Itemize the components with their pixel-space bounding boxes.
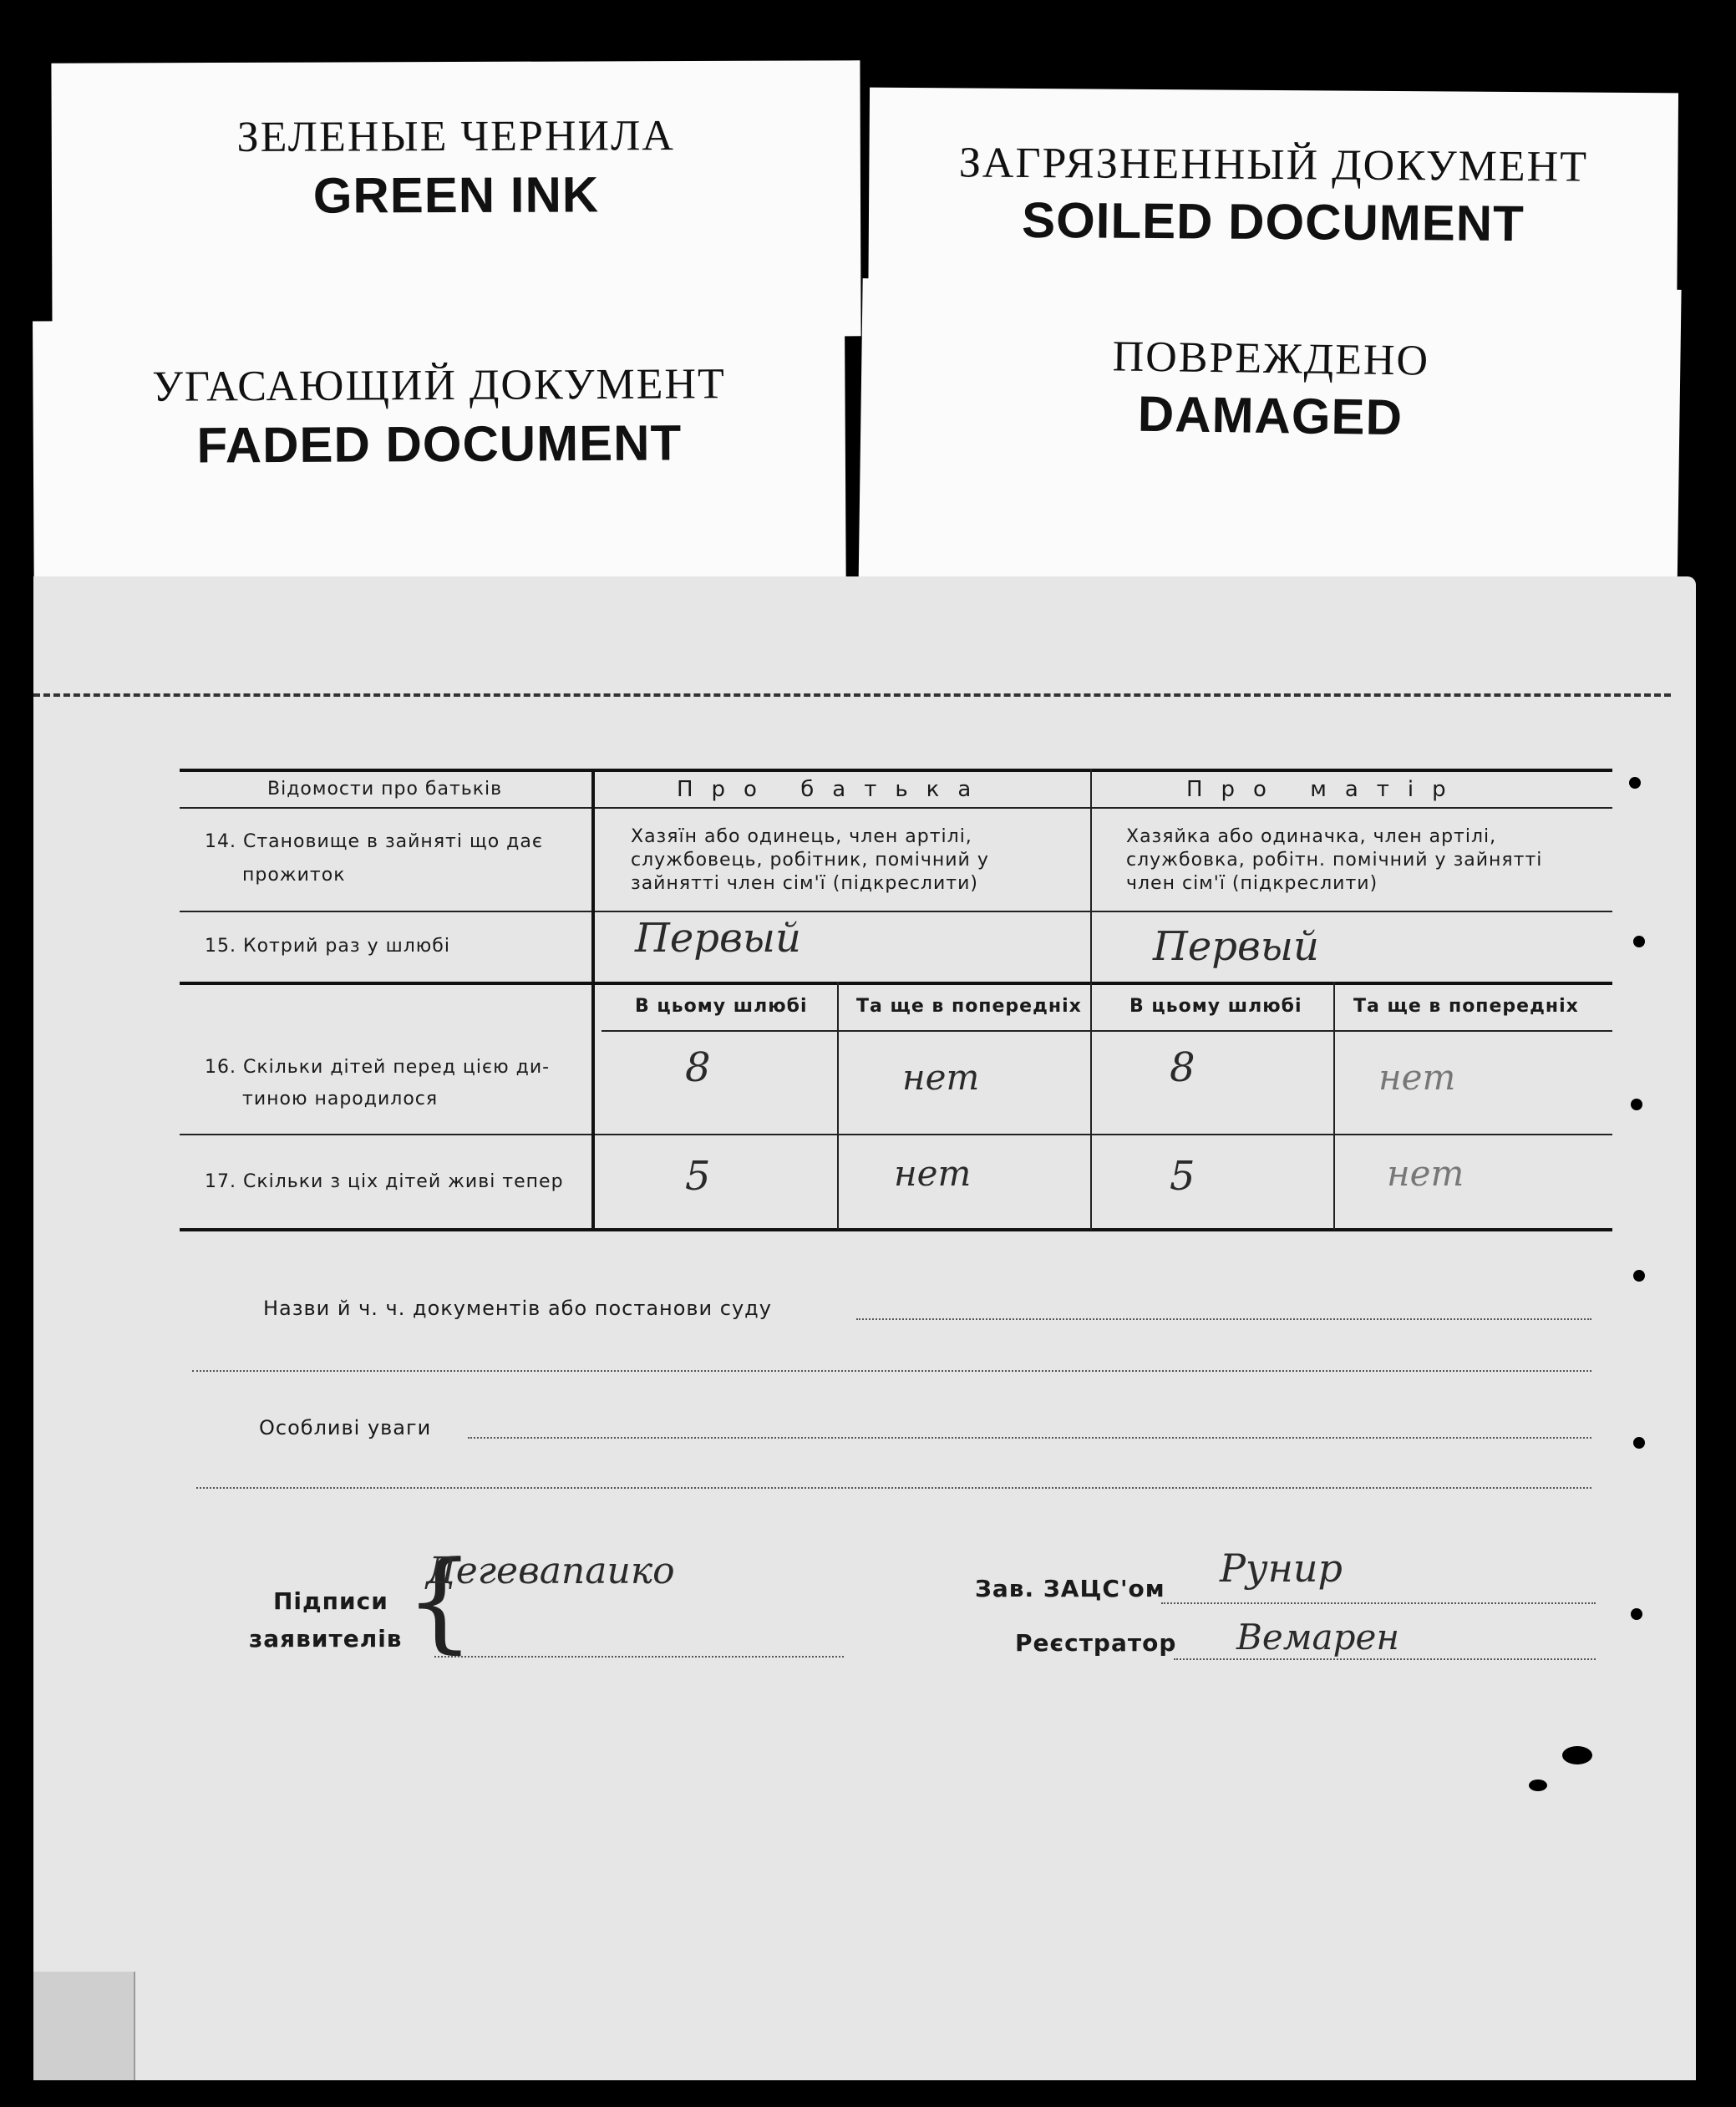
head-signature-line (1161, 1602, 1596, 1604)
corner-smudge (33, 1972, 135, 2080)
row14-father-options: Хазяїн або одинець, член артілі, службовець, робітник, помічний у зайнятті член сім'ї (підкреслити) (631, 826, 989, 894)
notes-line-1 (468, 1437, 1591, 1439)
row16-rule (180, 1134, 1612, 1135)
binding-hole (1633, 1270, 1645, 1282)
applicant-signature: Дегевапаико (426, 1550, 675, 1592)
card-green-ink-en: GREEN INK (312, 166, 600, 224)
tear-damage (1562, 1746, 1592, 1764)
binding-hole (1633, 1437, 1645, 1449)
row16-mother-previous: нет (1378, 1057, 1456, 1098)
header-mother: Про матір (1186, 777, 1464, 802)
head-signature: Рунир (1220, 1546, 1343, 1591)
card-faded-en: FADED DOCUMENT (196, 414, 683, 474)
row14-label-line2: прожиток (242, 865, 346, 886)
binding-hole (1631, 1099, 1642, 1110)
table-top-rule (180, 769, 1612, 772)
perforation-line (33, 693, 1671, 697)
binding-hole (1633, 936, 1645, 947)
card-damaged (858, 278, 1681, 607)
notes-label: Особливі уваги (259, 1416, 432, 1439)
row14-mother-options: Хазяйка або одиначка, член артілі, службовка, робітн. помічний у зайнятті член сім'ї (підкреслити) (1126, 826, 1543, 894)
row15-mother-value: Первый (1153, 923, 1319, 970)
card-soiled-ru: ЗАГРЯЗНЕННЫЙ ДОКУМЕНТ (958, 139, 1589, 191)
documents-line-1 (856, 1318, 1591, 1320)
notes-line-2 (196, 1487, 1591, 1489)
table-divider-parents (1090, 769, 1092, 1230)
signatures-brace: { (405, 1537, 475, 1664)
row14-rule (180, 911, 1612, 912)
row17-label: 17. Скільки з ціх дітей живі тепер (205, 1171, 564, 1192)
table-divider-mother-sub (1333, 982, 1335, 1230)
card-green-ink-ru: ЗЕЛЕНЫЕ ЧЕРНИЛА (236, 112, 675, 161)
row15-rule (180, 982, 1612, 985)
registrar-label: Реєстратор (1015, 1629, 1177, 1657)
subheader-father-previous: Та ще в попередніх (856, 996, 1082, 1017)
row16-mother-current: 8 (1170, 1044, 1195, 1091)
row15-label: 15. Котрий раз у шлюбі (205, 936, 450, 957)
head-label: Зав. ЗАЦС'ом (975, 1575, 1165, 1602)
subheader-mother-previous: Та ще в попередніх (1353, 996, 1579, 1017)
record-form-sheet (33, 576, 1696, 2080)
card-green-ink (51, 60, 860, 338)
row16-father-current: 8 (685, 1044, 711, 1091)
documents-label: Назви й ч. ч. документів або постанови суду (263, 1297, 772, 1320)
table-bottom-rule (180, 1228, 1612, 1231)
signatures-label-line2: заявителів (249, 1625, 403, 1653)
row17-father-previous: нет (894, 1153, 972, 1194)
tear-damage (1529, 1780, 1547, 1791)
subheader-rule (602, 1030, 1612, 1032)
documents-line-2 (192, 1370, 1591, 1372)
binding-hole (1631, 1608, 1642, 1620)
row16-label-line2: тиною народилося (242, 1089, 439, 1109)
registrar-signature-line (1174, 1658, 1596, 1660)
header-father: Про батька (677, 777, 990, 802)
table-header-rule (180, 807, 1612, 809)
card-damaged-ru: ПОВРЕЖДЕНО (1112, 333, 1430, 385)
card-soiled-en: SOILED DOCUMENT (1021, 191, 1525, 252)
card-damaged-en: DAMAGED (1137, 385, 1404, 446)
subheader-mother-current: В цьому шлюбі (1129, 996, 1302, 1017)
row17-father-current: 5 (685, 1153, 711, 1200)
row14-label-line1: 14. Становище в зайняті що дає (205, 831, 543, 852)
row17-mother-previous: нет (1387, 1153, 1464, 1194)
table-divider-father-sub (837, 982, 839, 1230)
subheader-father-current: В цьому шлюбі (635, 996, 808, 1017)
table-divider-label (591, 769, 595, 1230)
row15-father-value: Первый (635, 915, 801, 962)
row16-label-line1: 16. Скільки дітей перед цією ди- (205, 1057, 551, 1078)
applicant-signature-line-2 (434, 1656, 844, 1658)
binding-hole (1629, 777, 1641, 789)
signatures-label-line1: Підписи (273, 1587, 388, 1615)
row17-mother-current: 5 (1170, 1153, 1195, 1200)
registrar-signature: Вемарен (1236, 1617, 1399, 1658)
card-faded-ru: УГАСАЮЩИЙ ДОКУМЕНТ (151, 360, 726, 411)
header-parents-info: Відомости про батьків (267, 779, 503, 800)
row16-father-previous: нет (902, 1057, 980, 1098)
